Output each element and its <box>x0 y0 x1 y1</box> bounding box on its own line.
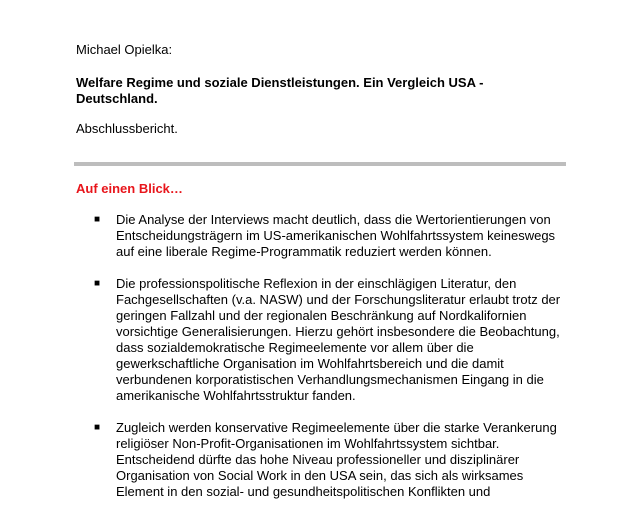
document-subtitle: Abschlussbericht. <box>76 121 178 136</box>
bullet-text: Zugleich werden konservative Regimeelemente über die starke Verankerung religiöser Non-Profit-Organisationen im Wohlfahrtssystem sichtbar. Entscheidend dürfte das hohe Niveau professioneller und disziplinärer Organisation von Social Work in den USA sein, das sich als wirksames Element in den sozial- und gesundheitspolitischen Konflikten und <box>116 420 557 499</box>
bullet-list <box>94 212 574 516</box>
bullet-item <box>94 212 574 260</box>
black-square-bullet-icon: ■ <box>94 422 101 433</box>
bullet-text: Die Analyse der Interviews macht deutlich, dass die Wertorientierungen von Entscheidungsträgern im US-amerikanischen Wohlfahrtssystem keineswegs auf eine liberale Regime-Programmatik reduziert werden können. <box>116 212 556 259</box>
author-line: Michael Opielka: <box>76 42 173 57</box>
horizontal-rule <box>74 162 566 166</box>
section-heading: Auf einen Blick… <box>76 181 183 196</box>
bullet-item <box>94 276 574 404</box>
bullet-text: Die professionspolitische Reflexion in der einschlägigen Literatur, den Fachgesellschaften (v.a. NASW) und der Forschungsliteratur erlaubt trotz der geringen Fallzahl und der regionalen Beschränkung auf Nordkalifornien vorsichtige Generalisierungen. Hierzu gehört insbesondere die Beobachtung, dass sozialdemokratische Regimeelemente vor allem über die gewerkschaftliche Organisation im Wohlfahrtsbereich und die damit verbundenen korporatistischen Verhandlungsmechanismen Eingang in die amerikanische Wohlfahrtsstruktur fanden. <box>116 276 561 403</box>
black-square-bullet-icon: ■ <box>94 214 101 225</box>
black-square-bullet-icon: ■ <box>94 278 101 289</box>
bullet-item <box>94 420 574 500</box>
document-title: Welfare Regime und soziale Dienstleistungen. Ein Vergleich USA - Deutschland. <box>76 75 484 106</box>
